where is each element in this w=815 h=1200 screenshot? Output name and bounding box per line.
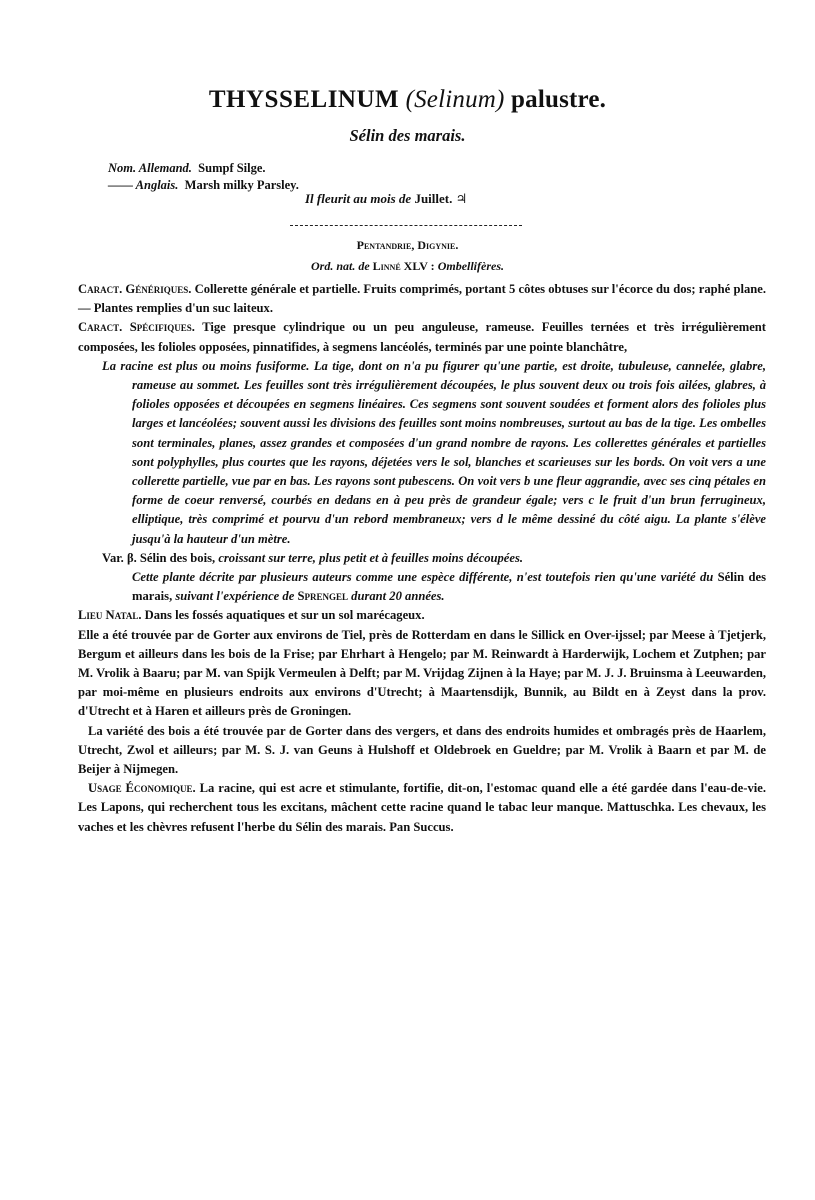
common-name-label: Nom. Allemand. bbox=[108, 161, 192, 175]
classification-name: Linné XLV : bbox=[372, 259, 435, 273]
native-locality bbox=[78, 606, 766, 625]
title-genus: THYSSELINUM bbox=[208, 86, 400, 113]
title-synonym: (Selinum) bbox=[405, 86, 505, 113]
common-names bbox=[108, 160, 299, 194]
paragraph-text: Collerette générale et partielle. Fruits comprimés, portant 5 côtes obtuses sur l'écorce du dos; raphé plane. — Plantes remplies d'un suc laiteux. bbox=[78, 282, 766, 316]
variety-text: croissant sur terre, plus petit et à feuilles moins découpées. bbox=[218, 550, 524, 565]
common-name-value: Marsh milky Parsley. bbox=[184, 178, 299, 192]
variety-note-author: Sprengel bbox=[297, 589, 348, 604]
flowering-month: Juillet. bbox=[414, 191, 453, 206]
description: La racine est plus ou moins fusiforme. La tige, dont on n'a pu figurer qu'une partie, est droite, tubuleuse, cannelée, glabre, rameuse au sommet. Les feuilles sont très irrégulièrement découpées, le plus souvent deux ou trois fois ailées, glabres, à folioles opposées et découpées en segmens linéaires. Ces segmens sont souvent soudées et forment alors des folioles plus larges et lancéolées; souvent aussi les divisions des feuilles sont moins nombreuses, surtout au bas de la tige. Les ombelles sont terminales, planes, assez grandes et composées d'un grand nombre de rayons. Les collerettes générales et partielles sont polyphylles, plus courtes que les rayons, déjetées vers le sol, blanches et scarieuses sur les bords. On voit vers a une collerette partielle, vue par en bas. Les rayons sont pubescens. On voit vers b une fleur aggrandie, avec ses cinq pétales en forme de coeur renversé, courbés en dedans en à peu près de grandeur égale; vers c le fruit d'un brun ferrugineux, elliptique, très comprimé et pourvu d'un rebord membraneux; vers d le même dessiné du côté aigu. La plante s'élève jusqu'à la hauteur d'un mètre. bbox=[102, 358, 766, 546]
economic-use bbox=[78, 779, 766, 837]
variety-paragraph bbox=[102, 549, 766, 568]
specific-characters bbox=[78, 318, 766, 356]
page-title bbox=[0, 86, 815, 114]
paragraph-label: Usage Économique. bbox=[88, 781, 196, 796]
classification-line-1: Pentandrie, Digynie. bbox=[356, 238, 459, 252]
variety-label: Var. β. bbox=[102, 550, 137, 565]
paragraph-label: Caract. Génériques. bbox=[78, 282, 192, 296]
perennial-symbol-icon: ♃ bbox=[455, 191, 468, 206]
generic-characters bbox=[78, 280, 766, 318]
variety-name: Sélin des bois, bbox=[139, 550, 216, 565]
classification-line-2 bbox=[0, 259, 815, 274]
common-name-label: —— Anglais. bbox=[108, 178, 179, 192]
paragraph-label: Caract. Spécifiques. bbox=[78, 320, 195, 335]
common-name-german bbox=[108, 160, 299, 177]
common-name-english bbox=[108, 177, 299, 194]
variety-note bbox=[102, 568, 766, 606]
divider bbox=[290, 225, 522, 227]
classification-suffix: Ombellifères. bbox=[437, 259, 505, 273]
paragraph-text: La racine, qui est acre et stimulante, fortifie, dit-on, l'estomac quand elle a été gardée dans l'eau-de-vie. Les Lapons, qui recherchent tous les excitans, mâchent cette racine quand le tabac leur manque. Mattuschka. Les chevaux, les vaches et les chèvres refusent l'herbe du Sélin des marais. Pan Succus. bbox=[78, 781, 766, 834]
locations-paragraph: Elle a été trouvée par de Gorter aux environs de Tiel, près de Rotterdam en dans le Sillick en Over-ijssel; par Meese à Tjetjerk, Bergum et ailleurs dans les bois de la Frise; par Ehrhart à Hengelo; par M. Reinwardt à Harderwijk, Lochem et Zutphen; par M. Vrolik à Baaru; par M. van Spijk Vermeulen à Delft; par M. Vrijdag Zijnen à la Haye; par M. J. J. Bruinsma à Leeuwarden, par moi-même en plusieurs endroits aux environs d'Utrecht; à Maartensdijk, Bunnik, au Bildt en à Zeyst dans la prov. d'Utrecht et à Haren et ailleurs près de Groningen. bbox=[78, 627, 766, 719]
variety-note-text: durant 20 années. bbox=[351, 589, 445, 604]
page-subtitle: Sélin des marais. bbox=[349, 126, 466, 145]
paragraph-text: Dans les fossés aquatiques et sur un sol marécageux. bbox=[144, 608, 425, 623]
classification-prefix: Ord. nat. de bbox=[310, 259, 370, 273]
paragraph-text: Tige presque cylindrique ou un peu anguleuse, rameuse. Feuilles ternées et très irrégulièrement composées, les folioles opposées, pinnatifides, à segmens lancéolés, terminés par une pointe blanchâtre, bbox=[78, 320, 766, 354]
variety-note-name: Sélin des marais, bbox=[132, 570, 766, 604]
flowering-note bbox=[305, 191, 467, 207]
common-name-value: Sumpf Silge. bbox=[198, 161, 266, 175]
variety-locations: La variété des bois a été trouvée par de Gorter dans des vergers, et dans des endroits humides et ombragés près de Haarlem, Utrecht, Zwol et ailleurs; par M. S. J. van Geuns à Hulshoff et Oldebroek en Gueldre; par M. Vrolik à Baarn et par M. de Beijer à Nijmegen. bbox=[78, 723, 766, 777]
body-text bbox=[78, 280, 766, 837]
title-species: palustre. bbox=[511, 86, 607, 113]
paragraph-label: Lieu Natal. bbox=[78, 608, 142, 623]
flowering-text: Il fleurit au mois de bbox=[305, 191, 412, 206]
variety-note-text: suivant l'expérience de bbox=[175, 589, 295, 604]
variety-note-text: Cette plante décrite par plusieurs auteurs comme une espèce différente, n'est toutefois rien qu'une variété du bbox=[132, 570, 714, 585]
